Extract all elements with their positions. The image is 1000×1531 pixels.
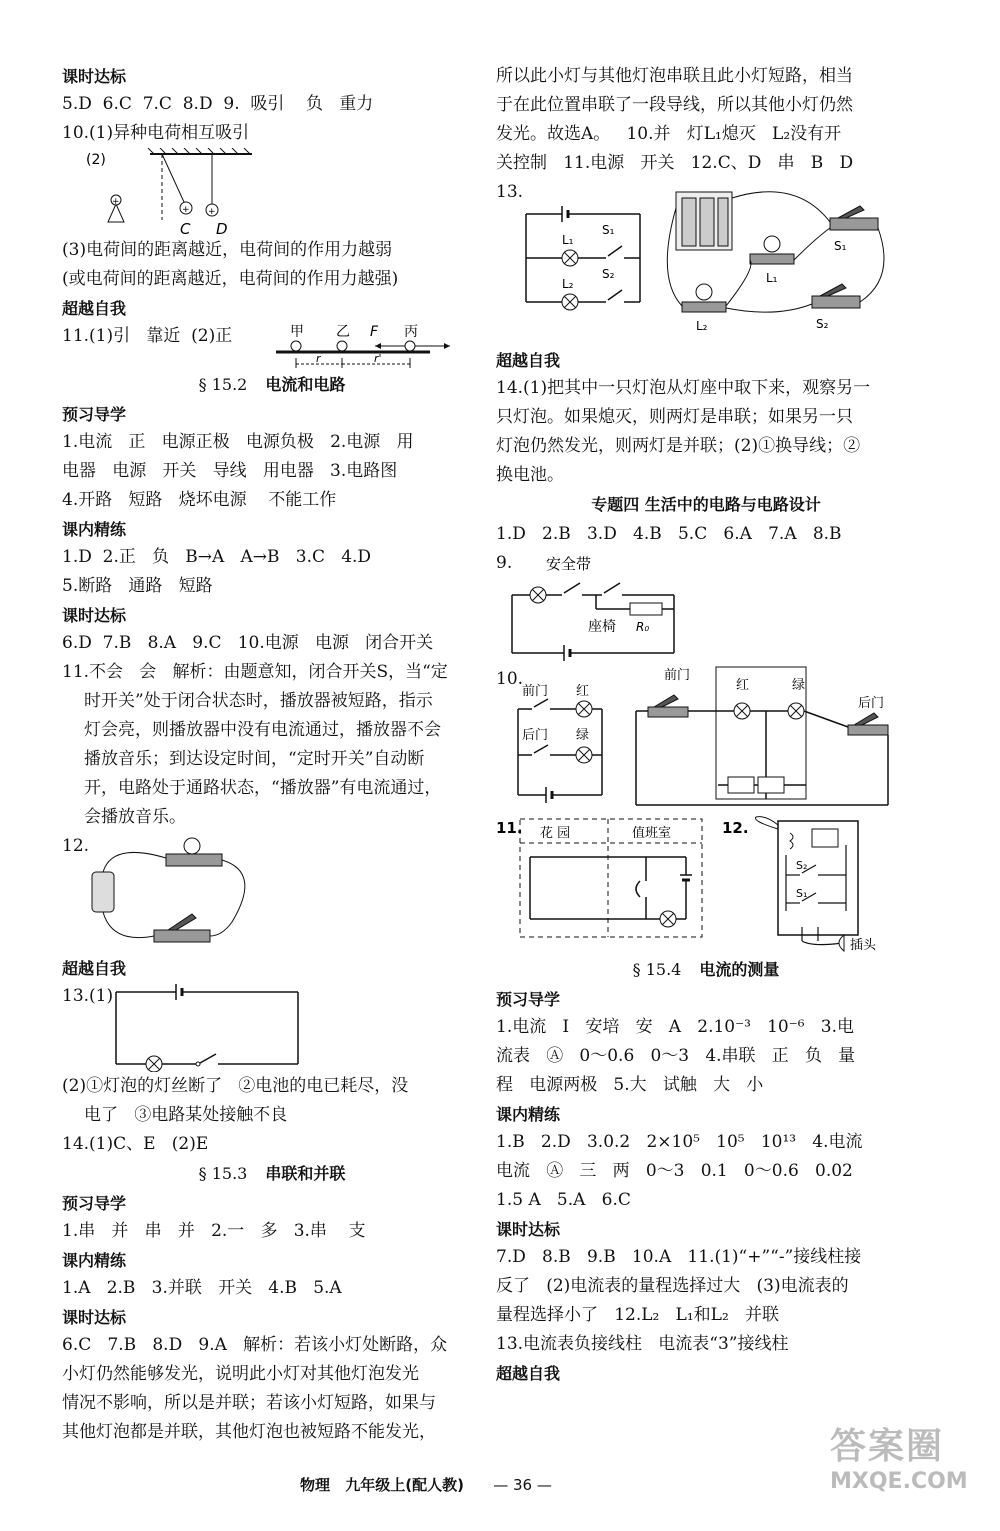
svg-text:+: + <box>112 197 120 207</box>
answer-line: 5.D 6.C 7.C 8.D 9. 吸引 负 重力 <box>62 94 374 114</box>
section-heading: 课内精练 <box>62 1251 127 1270</box>
label-s1-physical: S₁ <box>834 239 847 253</box>
label-r: r <box>316 352 321 365</box>
section-heading: 预习导学 <box>62 1194 127 1213</box>
section-heading: 预习导学 <box>496 990 561 1009</box>
answer-line: 1.电流 I 安培 安 A 2.10⁻³ 10⁻⁶ 3.电 <box>496 1017 854 1037</box>
answer-line: 开，电路处于通路状态，“播放器”有电流通过， <box>84 778 442 798</box>
label-r-prime: r' <box>374 352 382 365</box>
section-heading: 课时达标 <box>496 1220 561 1239</box>
answer-line: 1.B 2.D 3.0.2 2×10⁵ 10⁵ 10¹³ 4.电流 <box>496 1132 863 1152</box>
answer-line: 电了 ③电路某处接触不良 <box>84 1105 288 1125</box>
answer-line: (2)①灯泡的灯丝断了 ②电池的电已耗尽，没 <box>62 1076 409 1096</box>
answer-line: 5.断路 通路 短路 <box>62 576 213 596</box>
label-green: 绿 <box>576 728 590 743</box>
label-plug: 插头 <box>850 938 877 953</box>
answer-line: 1.5 A 5.A 6.C <box>496 1190 631 1210</box>
answer-line: 反了 (2)电流表的量程选择过大 (3)电流表的 <box>496 1276 849 1296</box>
label-l2-physical: L₂ <box>696 319 708 333</box>
answer-line: 其他灯泡都是并联，其他灯泡也被短路不能发光， <box>62 1422 436 1442</box>
answer-line: 6.D 7.B 8.A 9.C 10.电源 电源 闭合开关 <box>62 633 434 653</box>
seatbelt-circuit-figure <box>496 549 756 665</box>
label-green-physical: 绿 <box>792 678 806 693</box>
left-column <box>62 62 482 1447</box>
answer-line: 换电池。 <box>496 465 564 485</box>
answer-line: 6.C 7.B 8.D 9.A 解析：若该小灯处断路，众 <box>62 1335 448 1355</box>
label-back-door-physical: 后门 <box>858 696 885 711</box>
section-heading: 课内精练 <box>62 520 127 539</box>
label-front-door: 前门 <box>522 684 549 699</box>
answer-line: 1.D 2.正 负 B→A A→B 3.C 4.D <box>62 547 372 567</box>
section-number: § 15.4 <box>632 960 682 979</box>
answer-line: 7.D 8.B 9.B 10.A 11.(1)“+”“-”接线柱接 <box>496 1247 862 1267</box>
label-c: C <box>180 220 191 236</box>
answer-line: 11.(1)引 靠近 (2)正 <box>62 326 233 346</box>
answer-line: 10. <box>496 669 524 689</box>
answer-line: 电器 电源 开关 导线 用电器 3.电路图 <box>62 461 398 481</box>
label-red: 红 <box>576 684 590 699</box>
label-duty-room: 值班室 <box>632 826 672 841</box>
answer-line: 9. <box>496 553 513 573</box>
answer-line: (或电荷间的距离越近，电荷间的作用力越强) <box>62 269 399 289</box>
section-title: 电流的测量 <box>699 960 780 979</box>
watermark-bottom: MXQE.COM <box>830 1469 968 1494</box>
answer-line: 10.(1)异种电荷相互吸引 <box>62 123 250 143</box>
answer-line: 流表 Ⓐ 0～0.6 0～3 4.串联 正 负 量 <box>496 1046 856 1066</box>
watermark-top: 答案圈 <box>830 1426 945 1467</box>
label-red-physical: 红 <box>736 678 750 693</box>
charged-spheres-figure <box>62 148 482 236</box>
label-seatbelt: 安全带 <box>546 555 592 573</box>
section-number: § 15.3 <box>198 1164 248 1183</box>
label-jia: 甲 <box>290 324 304 340</box>
bell-switch-circuit-figure-12 <box>722 815 912 955</box>
section-title-15-4 <box>496 955 916 985</box>
footer-subject: 物理 <box>300 1476 331 1494</box>
section-heading: 课时达标 <box>62 606 127 625</box>
answer-line: 1.串 并 串 并 2.一 多 3.串 支 <box>62 1221 366 1241</box>
label-seat: 座椅 <box>588 619 616 635</box>
answer-line: 14.(1)C、E (2)E <box>62 1134 209 1154</box>
label-s2-physical: S₂ <box>816 317 829 331</box>
svg-text:+: + <box>208 207 216 217</box>
watermark-logo <box>830 1418 990 1518</box>
label-s2: S₂ <box>602 267 615 281</box>
answer-line: 14.(1)把其中一只灯泡从灯座中取下来，观察另一 <box>496 378 871 398</box>
figure-number-11: 11. <box>496 819 523 837</box>
label-yi: 乙 <box>336 324 350 340</box>
answer-line: 小灯仍然能够发光，说明此小灯对其他灯泡发光 <box>62 1364 419 1384</box>
answer-line: 播放音乐；到达设定时间，“定时开关”自动断 <box>84 749 425 769</box>
answer-line: 1.A 2.B 3.并联 开关 4.B 5.A <box>62 1278 342 1298</box>
label-l2: L₂ <box>562 277 574 291</box>
page-number: — 36 — <box>493 1476 552 1494</box>
section-title: 电流和电路 <box>265 375 346 394</box>
section-heading: 课内精练 <box>496 1105 561 1124</box>
answer-line: 关控制 11.电源 开关 12.C、D 串 B D <box>496 153 854 173</box>
parallel-circuit-figure-13 <box>496 178 896 346</box>
section-heading: 课时达标 <box>62 67 127 86</box>
section-heading: 超越自我 <box>496 1364 561 1383</box>
answer-line: 只灯泡。如果熄灭，则两灯是串联；如果另一只 <box>496 407 853 427</box>
section-title-15-2 <box>62 370 482 400</box>
label-s2: S₂ <box>796 859 808 872</box>
force-diagram-figure <box>270 322 480 370</box>
label-s1: S₁ <box>602 223 615 237</box>
label-back-door: 后门 <box>522 728 549 743</box>
footer-grade: 九年级上(配人教) <box>345 1476 464 1494</box>
label-front-door-physical: 前门 <box>664 668 691 683</box>
answer-line: 所以此小灯与其他灯泡串联且此小灯短路，相当 <box>496 66 853 86</box>
page-footer <box>300 1474 700 1495</box>
answer-line: 灯会亮，则播放器中没有电流通过，播放器不会 <box>84 720 441 740</box>
answer-line: 会播放音乐。 <box>84 807 186 827</box>
topic-title: 专题四 生活中的电路与电路设计 <box>591 495 821 514</box>
answer-line: 13.(1) <box>62 986 114 1006</box>
svg-text:+: + <box>182 205 190 215</box>
section-heading: 超越自我 <box>62 299 127 318</box>
label-r0: R₀ <box>636 620 650 634</box>
label-l1: L₁ <box>562 233 574 247</box>
section-title-15-3 <box>62 1159 482 1189</box>
answer-line: 灯泡仍然发光，则两灯是并联；(2)①换导线；② <box>496 436 861 456</box>
physical-circuit-figure-12 <box>82 832 262 954</box>
section-heading: 超越自我 <box>496 351 561 370</box>
circuit-diagram-13 <box>112 982 312 1072</box>
figure-number-12: 12. <box>722 819 749 837</box>
answer-line: 发光。故选A。 10.并 灯L₁熄灭 L₂没有开 <box>496 124 842 144</box>
label-l1-physical: L₁ <box>766 271 778 285</box>
right-column <box>496 62 916 1387</box>
answer-line: 程 电源两极 5.大 试触 大 小 <box>496 1075 764 1095</box>
door-indicator-circuit-figure <box>496 665 896 815</box>
answer-line: 12. <box>62 836 90 856</box>
label-d: D <box>216 220 228 236</box>
label-bing: 丙 <box>404 324 418 340</box>
label-s1: S₁ <box>796 887 808 900</box>
answer-line: 13. <box>496 182 524 202</box>
section-heading: 超越自我 <box>62 959 127 978</box>
section-title: 串联和并联 <box>265 1164 346 1183</box>
section-heading: 预习导学 <box>62 405 127 424</box>
answer-line: (3)电荷间的距离越近，电荷间的作用力越弱 <box>62 240 393 260</box>
answer-line: 11.不会 会 解析：由题意知，闭合开关S，当“定 <box>62 662 448 682</box>
answer-line: 4.开路 短路 烧坏电源 不能工作 <box>62 490 337 510</box>
answer-line: 量程选择小了 12.L₂ L₁和L₂ 并联 <box>496 1305 779 1325</box>
answer-line: 电流 Ⓐ 三 两 0～3 0.1 0～0.6 0.02 <box>496 1161 853 1181</box>
answer-line: 时开关”处于闭合状态时，播放器被短路，指示 <box>84 691 433 711</box>
answer-line: 1.D 2.B 3.D 4.B 5.C 6.A 7.A 8.B <box>496 524 842 544</box>
answer-line: 13.电流表负接线柱 电流表“3”接线柱 <box>496 1334 789 1354</box>
answer-line: 于在此位置串联了一段导线，所以其他小灯仍然 <box>496 95 853 115</box>
answer-line: 情况不影响，所以是并联；若该小灯短路，如果与 <box>62 1393 436 1413</box>
section-number: § 15.2 <box>198 375 248 394</box>
figure-number: (2) <box>86 152 106 168</box>
section-heading: 课时达标 <box>62 1308 127 1327</box>
answer-line: 1.电流 正 电源正极 电源负极 2.电源 用 <box>62 432 414 452</box>
label-garden: 花 园 <box>540 826 571 841</box>
label-f: F <box>370 324 379 340</box>
garden-duty-room-circuit-figure <box>496 815 716 955</box>
